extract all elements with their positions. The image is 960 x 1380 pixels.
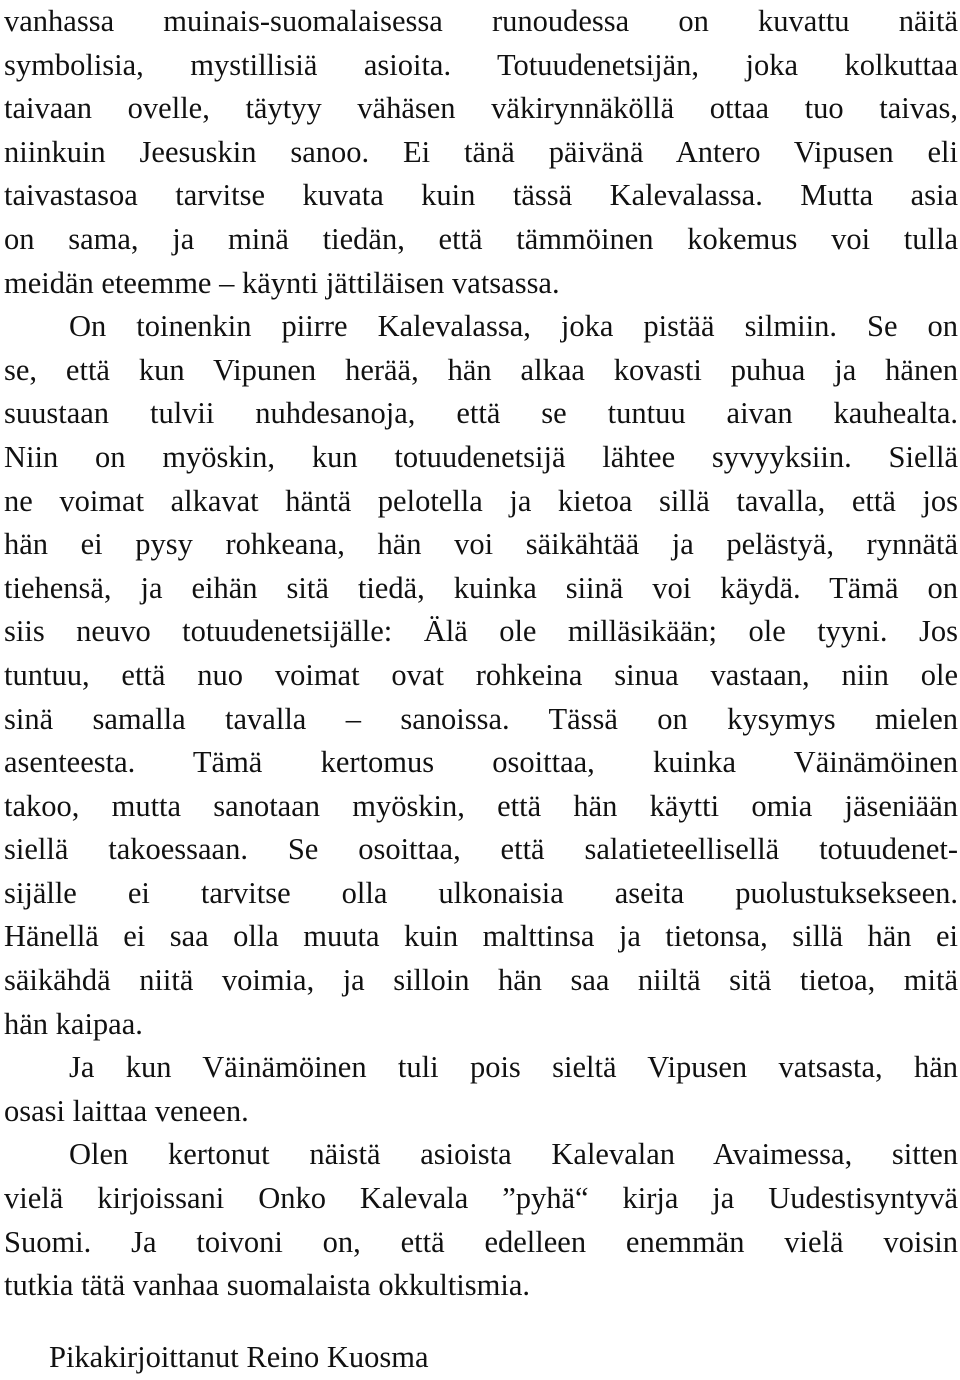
text-line: hän kaipaa.	[4, 1006, 143, 1041]
text-line: taivaan ovelle, täytyy vähäsen väkirynnäköllä ottaa tuo taivas,	[4, 91, 958, 126]
text-line: On toinenkin piirre Kalevalassa, joka pistää silmiin. Se on	[69, 309, 958, 344]
text-line: säikähdä niitä voimia, ja silloin hän saa niiltä sitä tietoa, mitä	[4, 963, 958, 998]
text-line: se, että kun Vipunen herää, hän alkaa kovasti puhua ja hänen	[4, 352, 958, 387]
body-text	[4, 0, 958, 1308]
text-line: vielä kirjoissani Onko Kalevala ”pyhä“ kirja ja Uudestisyntyvä	[4, 1181, 958, 1216]
text-line: tuntuu, että nuo voimat ovat rohkeina sinua vastaan, niin ole	[4, 657, 958, 692]
text-line: osasi laittaa veneen.	[4, 1093, 249, 1128]
text-line: symbolisia, mystillisiä asioita. Totuudenetsijän, joka kolkuttaa	[4, 47, 958, 82]
text-line: Suomi. Ja toivoni on, että edelleen enemmän vielä voisin	[4, 1224, 958, 1259]
text-line: vanhassa muinais-suomalaisessa runoudessa on kuvattu näitä	[4, 4, 958, 38]
text-line: Hänellä ei saa olla muuta kuin malttinsa ja tietonsa, sillä hän ei	[4, 919, 958, 954]
text-line: tiehensä, ja eihän sitä tiedä, kuinka siinä voi käydä. Tämä on	[4, 570, 958, 605]
text-line: tutkia tätä vanhaa suomalaista okkultismia.	[4, 1268, 530, 1303]
text-line: takoo, mutta sanotaan myöskin, että hän käytti omia jäseniään	[4, 788, 958, 823]
text-line: meidän eteemme – käynti jättiläisen vatsassa.	[4, 265, 560, 300]
text-line: niinkuin Jeesuskin sanoo. Ei tänä päivänä Antero Vipusen eli	[4, 134, 958, 169]
text-line: Niin on myöskin, kun totuudenetsijä lähtee syvyyksiin. Siellä	[4, 439, 958, 474]
text-line: siellä takoessaan. Se osoittaa, että salatieteellisellä totuudenet-	[4, 832, 958, 867]
text-line: Ja kun Väinämöinen tuli pois sieltä Vipusen vatsasta, hän	[69, 1050, 958, 1085]
text-line: hän ei pysy rohkeana, hän voi säikähtää ja pelästyä, rynnätä	[4, 527, 958, 562]
text-line: siis neuvo totuudenetsijälle: Älä ole milläsikään; ole tyyni. Jos	[4, 614, 958, 649]
text-line: sijälle ei tarvitse olla ulkonaisia aseita puolustuksekseen.	[4, 875, 958, 910]
text-line: taivastasoa tarvitse kuvata kuin tässä Kalevalassa. Mutta asia	[4, 178, 958, 213]
signature-line: Pikakirjoittanut Reino Kuosma	[49, 1340, 429, 1374]
text-line: suustaan tulvii nuhdesanoja, että se tuntuu aivan kauhealta.	[4, 396, 958, 431]
text-line: Olen kertonut näistä asioista Kalevalan Avaimessa, sitten	[69, 1137, 958, 1172]
text-line: ne voimat alkavat häntä pelotella ja kietoa sillä tavalla, että jos	[4, 483, 958, 518]
text-line: asenteesta. Tämä kertomus osoittaa, kuinka Väinämöinen	[4, 745, 958, 780]
text-line: on sama, ja minä tiedän, että tämmöinen kokemus voi tulla	[4, 221, 958, 256]
text-line: sinä samalla tavalla – sanoissa. Tässä on kysymys mielen	[4, 701, 958, 736]
